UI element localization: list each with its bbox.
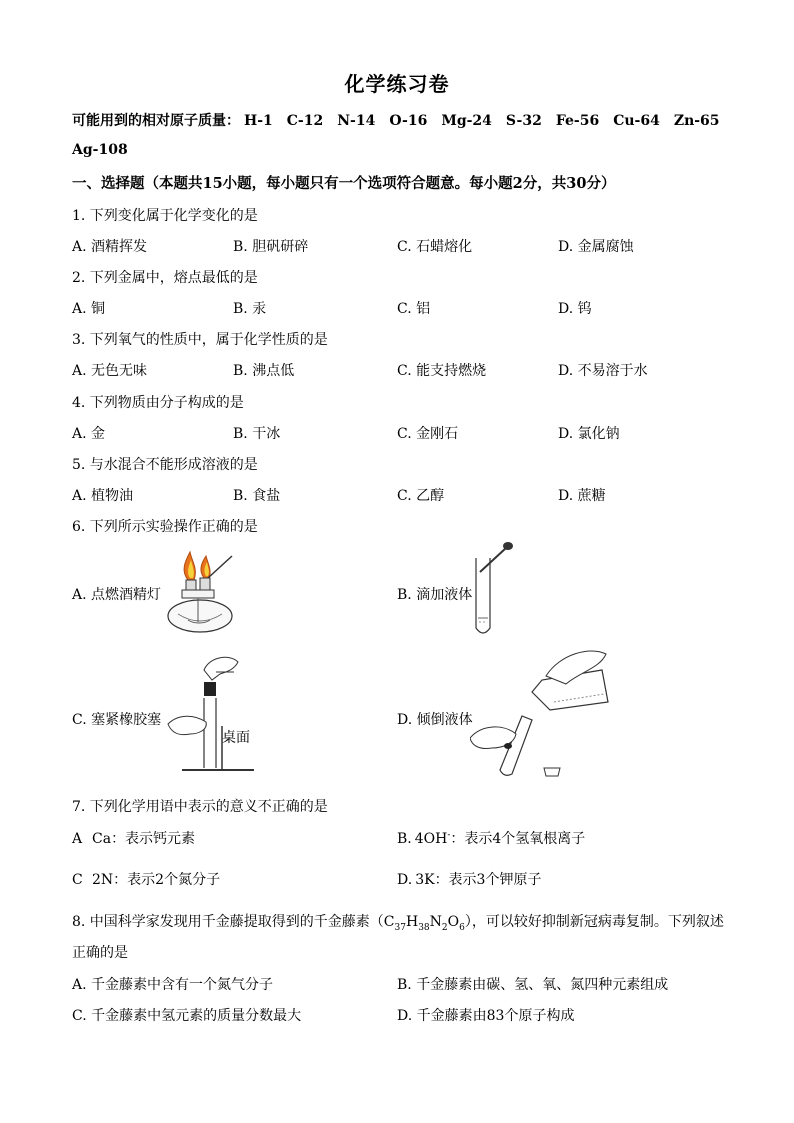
- mass-item: H-1: [244, 113, 273, 129]
- option-c[interactable]: [72, 869, 220, 889]
- option-b[interactable]: B. 胆矾研碎: [233, 239, 309, 255]
- page-title: 化学练习卷: [344, 72, 450, 96]
- option-a[interactable]: A. 千金藤素中含有一个氮气分子: [72, 977, 274, 993]
- option-a[interactable]: A. 植物油: [72, 488, 134, 504]
- question-stem: 4. 下列物质由分子构成的是: [72, 395, 244, 411]
- chem-formula: Ca: [92, 831, 112, 847]
- option-b[interactable]: B. 汞: [233, 301, 267, 317]
- option-a[interactable]: A. 酒精挥发: [72, 239, 148, 255]
- stem-text: ），可以较好抑制新冠病毒复制。下列叙述: [464, 914, 724, 930]
- dropper-figure: [470, 538, 522, 642]
- alcohol-lamp-figure: [164, 548, 244, 636]
- question-stem: 1. 下列变化属于化学变化的是: [72, 208, 258, 224]
- subscript: 37: [394, 922, 406, 933]
- subscript: 2: [441, 922, 448, 933]
- chem-formula: 2N: [92, 872, 114, 888]
- option-b[interactable]: B. 食盐: [233, 488, 281, 504]
- option-letter: C: [72, 872, 83, 888]
- option-b[interactable]: [397, 828, 585, 848]
- option-d[interactable]: D. 氯化钠: [558, 426, 620, 442]
- mass-item: Cu-64: [613, 113, 660, 129]
- question-stem-line2: 正确的是: [72, 945, 128, 961]
- mass-item: Fe-56: [555, 113, 600, 129]
- option-d[interactable]: D. 钨: [558, 301, 592, 317]
- atomic-masses-overflow: Ag-108: [72, 142, 128, 158]
- question-stem: 6. 下列所示实验操作正确的是: [72, 519, 258, 535]
- option-c[interactable]: C. 能支持燃烧: [397, 363, 487, 379]
- subscript: 38: [418, 922, 430, 933]
- option-d[interactable]: D. 金属腐蚀: [558, 239, 634, 255]
- option-d[interactable]: [397, 869, 541, 889]
- rubber-stopper-figure: [164, 650, 260, 778]
- section-heading: 一、选择题（本题共15小题，每小题只有一个选项符合题意。每小题2分，共30分）: [72, 175, 616, 192]
- option-letter: B.: [397, 831, 412, 847]
- option-b[interactable]: B. 干冰: [233, 426, 281, 442]
- question-stem: 7. 下列化学用语中表示的意义不正确的是: [72, 799, 328, 815]
- option-a[interactable]: [72, 828, 195, 848]
- question-stem: 5. 与水混合不能形成溶液的是: [72, 457, 258, 473]
- mass-item: S-32: [505, 113, 542, 129]
- option-letter: A: [72, 831, 83, 847]
- option-d[interactable]: D. 蔗糖: [558, 488, 606, 504]
- option-text: ：表示4个氢氧根离子: [450, 831, 586, 847]
- chem-formula: 4OH: [414, 831, 448, 847]
- option-c[interactable]: C. 塞紧橡胶塞: [72, 712, 162, 728]
- question-stem: 3. 下列氧气的性质中，属于化学性质的是: [72, 332, 328, 348]
- chem-formula: 3K: [415, 872, 435, 888]
- option-letter: D.: [397, 872, 413, 888]
- pour-liquid-figure: [470, 646, 612, 780]
- atomic-masses-label: 可能用到的相对原子质量：: [72, 113, 240, 129]
- mass-item: N-14: [337, 113, 376, 129]
- charge-superscript: -: [447, 830, 451, 841]
- mass-item: C-12: [286, 113, 324, 129]
- option-text: ：表示2个氮分子: [113, 872, 221, 888]
- option-b[interactable]: B. 千金藤素由碳、氢、氧、氮四种元素组成: [397, 977, 669, 993]
- option-a[interactable]: A. 点燃酒精灯: [72, 587, 162, 603]
- question-stem: 2. 下列金属中，熔点最低的是: [72, 270, 258, 286]
- option-c[interactable]: C. 乙醇: [397, 488, 445, 504]
- formula-part: N: [429, 914, 442, 930]
- option-text: ：表示钙元素: [111, 831, 196, 847]
- option-b[interactable]: B. 滴加液体: [397, 587, 473, 603]
- mass-item: O-16: [389, 113, 428, 129]
- mass-item: Mg-24: [441, 113, 492, 129]
- option-c[interactable]: C. 铝: [397, 301, 431, 317]
- question-stem: [72, 911, 724, 933]
- option-b[interactable]: B. 沸点低: [233, 363, 295, 379]
- formula-part: H: [405, 914, 419, 930]
- atomic-masses-line: [72, 110, 734, 130]
- option-d[interactable]: D. 千金藤素由83个原子构成: [397, 1008, 575, 1024]
- option-c[interactable]: C. 千金藤素中氢元素的质量分数最大: [72, 1008, 302, 1024]
- option-c[interactable]: C. 金刚石: [397, 426, 459, 442]
- option-a[interactable]: A. 无色无味: [72, 363, 148, 379]
- option-d[interactable]: D. 不易溶于水: [558, 363, 648, 379]
- option-a[interactable]: A. 金: [72, 426, 106, 442]
- option-a[interactable]: A. 铜: [72, 301, 106, 317]
- desk-label: 桌面: [222, 730, 250, 746]
- option-d[interactable]: D. 倾倒液体: [397, 712, 473, 728]
- option-text: ：表示3个钾原子: [434, 872, 542, 888]
- stem-text: 8. 中国科学家发现用千金藤提取得到的千金藤素（C: [72, 914, 395, 930]
- option-c[interactable]: C. 石蜡熔化: [397, 239, 473, 255]
- formula-part: O: [447, 914, 460, 930]
- subscript: 6: [459, 922, 465, 933]
- mass-item: Zn-65: [673, 113, 720, 129]
